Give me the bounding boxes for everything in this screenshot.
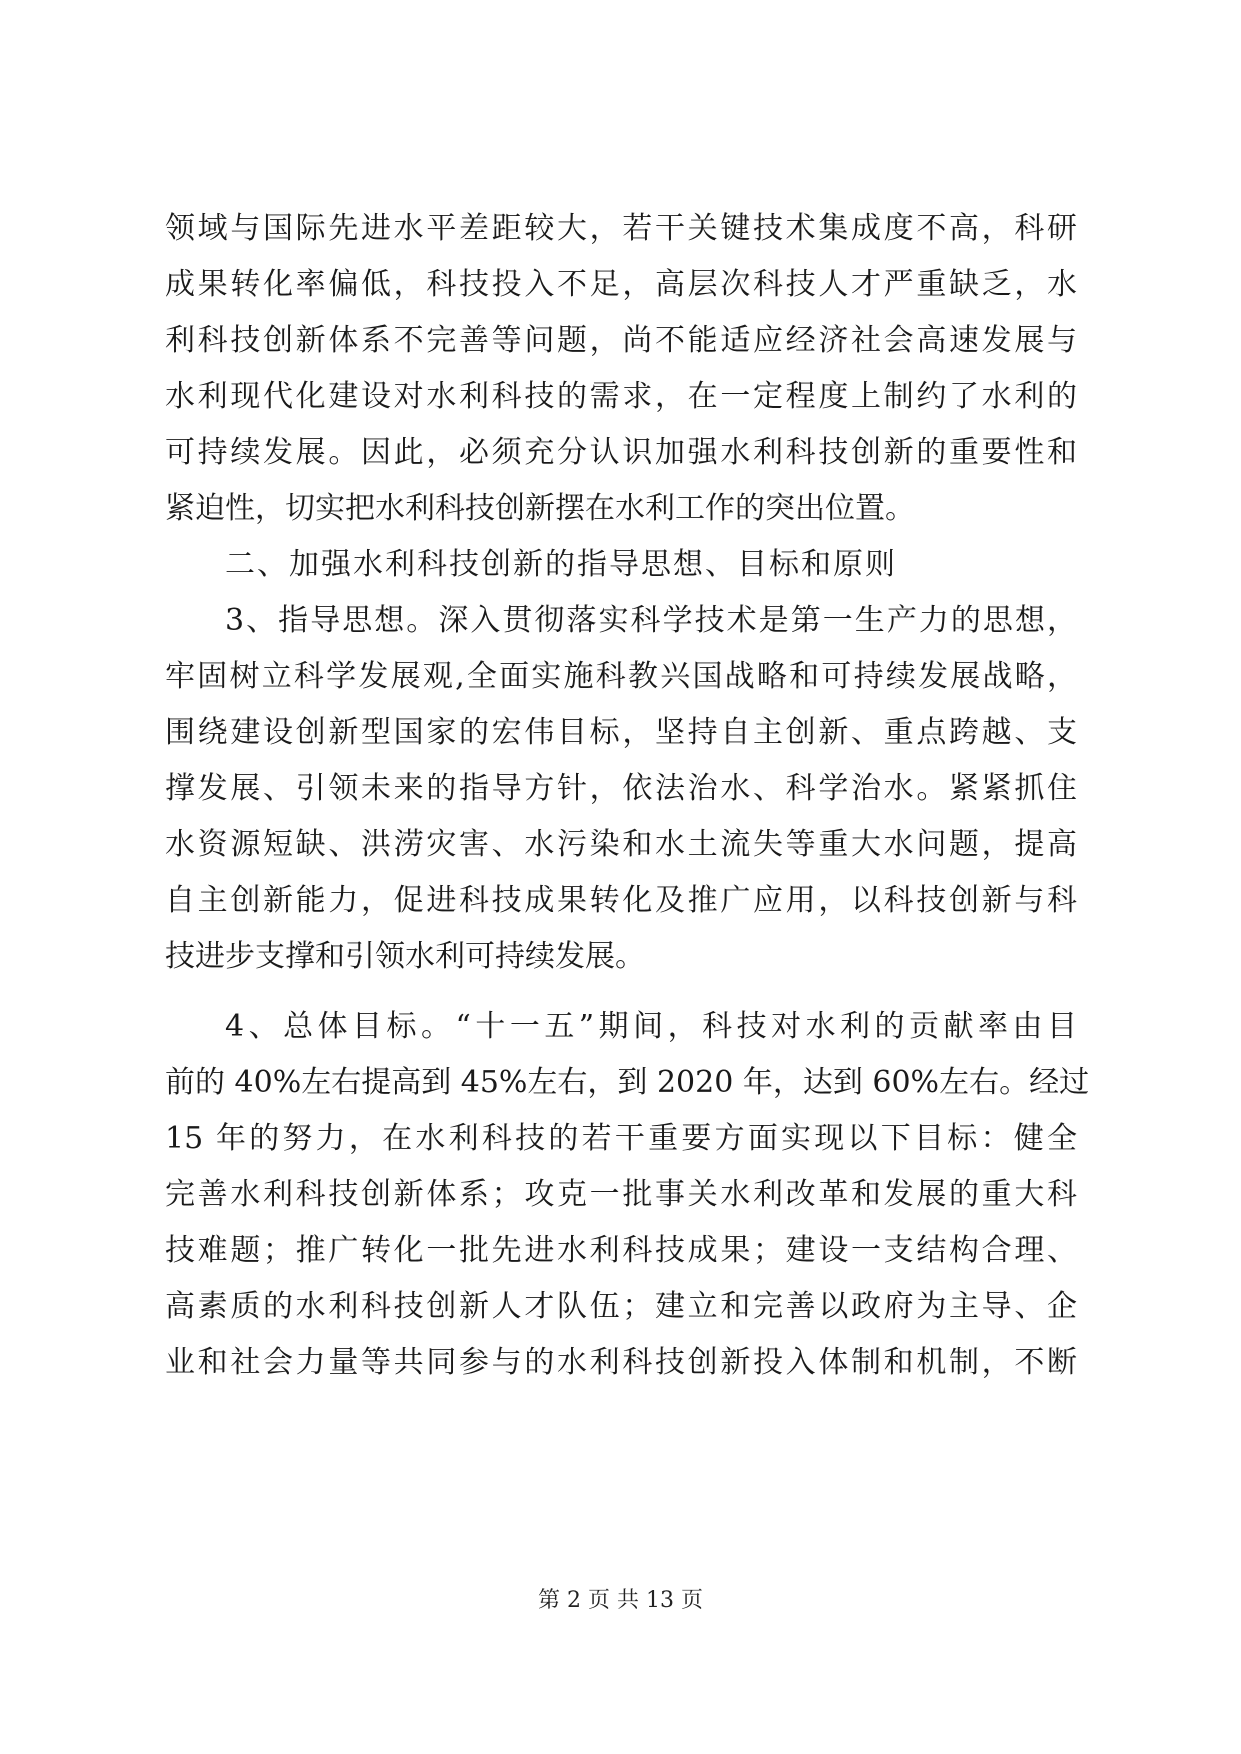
paragraph-line: 围绕建设创新型国家的宏伟目标，坚持自主创新、重点跨越、支 [165,715,1077,750]
paragraph-line: 牢固树立科学发展观,全面实施科教兴国战略和可持续发展战略， [165,659,1077,694]
paragraph-line: 4、总体目标。“十一五”期间，科技对水利的贡献率由目 [225,1009,1077,1044]
paragraph-line: 技难题；推广转化一批先进水利科技成果；建设一支结构合理、 [165,1233,1077,1268]
paragraph-line: 紧迫性，切实把水利科技创新摆在水利工作的突出位置。 [165,491,915,526]
paragraph-line: 成果转化率偏低，科技投入不足，高层次科技人才严重缺乏，水 [165,267,1077,302]
paragraph-line: 水利现代化建设对水利科技的需求，在一定程度上制约了水利的 [165,379,1077,414]
paragraph-line: 撑发展、引领未来的指导方针，依法治水、科学治水。紧紧抓住 [165,771,1077,806]
paragraph-line: 可持续发展。因此，必须充分认识加强水利科技创新的重要性和 [165,435,1077,470]
paragraph-line: 领域与国际先进水平差距较大，若干关键技术集成度不高，科研 [165,211,1077,246]
paragraph-line: 自主创新能力，促进科技成果转化及推广应用，以科技创新与科 [165,883,1077,918]
page-number-footer: 第 2 页 共 13 页 [538,1588,703,1613]
paragraph-line: 15 年的努力，在水利科技的若干重要方面实现以下目标：健全 [165,1121,1077,1156]
paragraph-line: 3、指导思想。深入贯彻落实科学技术是第一生产力的思想， [225,603,1077,638]
paragraph-line: 完善水利科技创新体系；攻克一批事关水利改革和发展的重大科 [165,1177,1077,1212]
paragraph-line: 前的 40%左右提高到 45%左右，到 2020 年，达到 60%左右。经过 [165,1065,1090,1100]
paragraph-line: 高素质的水利科技创新人才队伍；建立和完善以政府为主导、企 [165,1289,1077,1324]
paragraph-line: 水资源短缺、洪涝灾害、水污染和水土流失等重大水问题，提高 [165,827,1077,862]
paragraph-line: 技进步支撑和引领水利可持续发展。 [165,939,645,974]
paragraph-line: 利科技创新体系不完善等问题，尚不能适应经济社会高速发展与 [165,323,1077,358]
paragraph-line: 业和社会力量等共同参与的水利科技创新投入体制和机制，不断 [165,1345,1077,1380]
section-heading: 二、加强水利科技创新的指导思想、目标和原则 [225,547,897,582]
